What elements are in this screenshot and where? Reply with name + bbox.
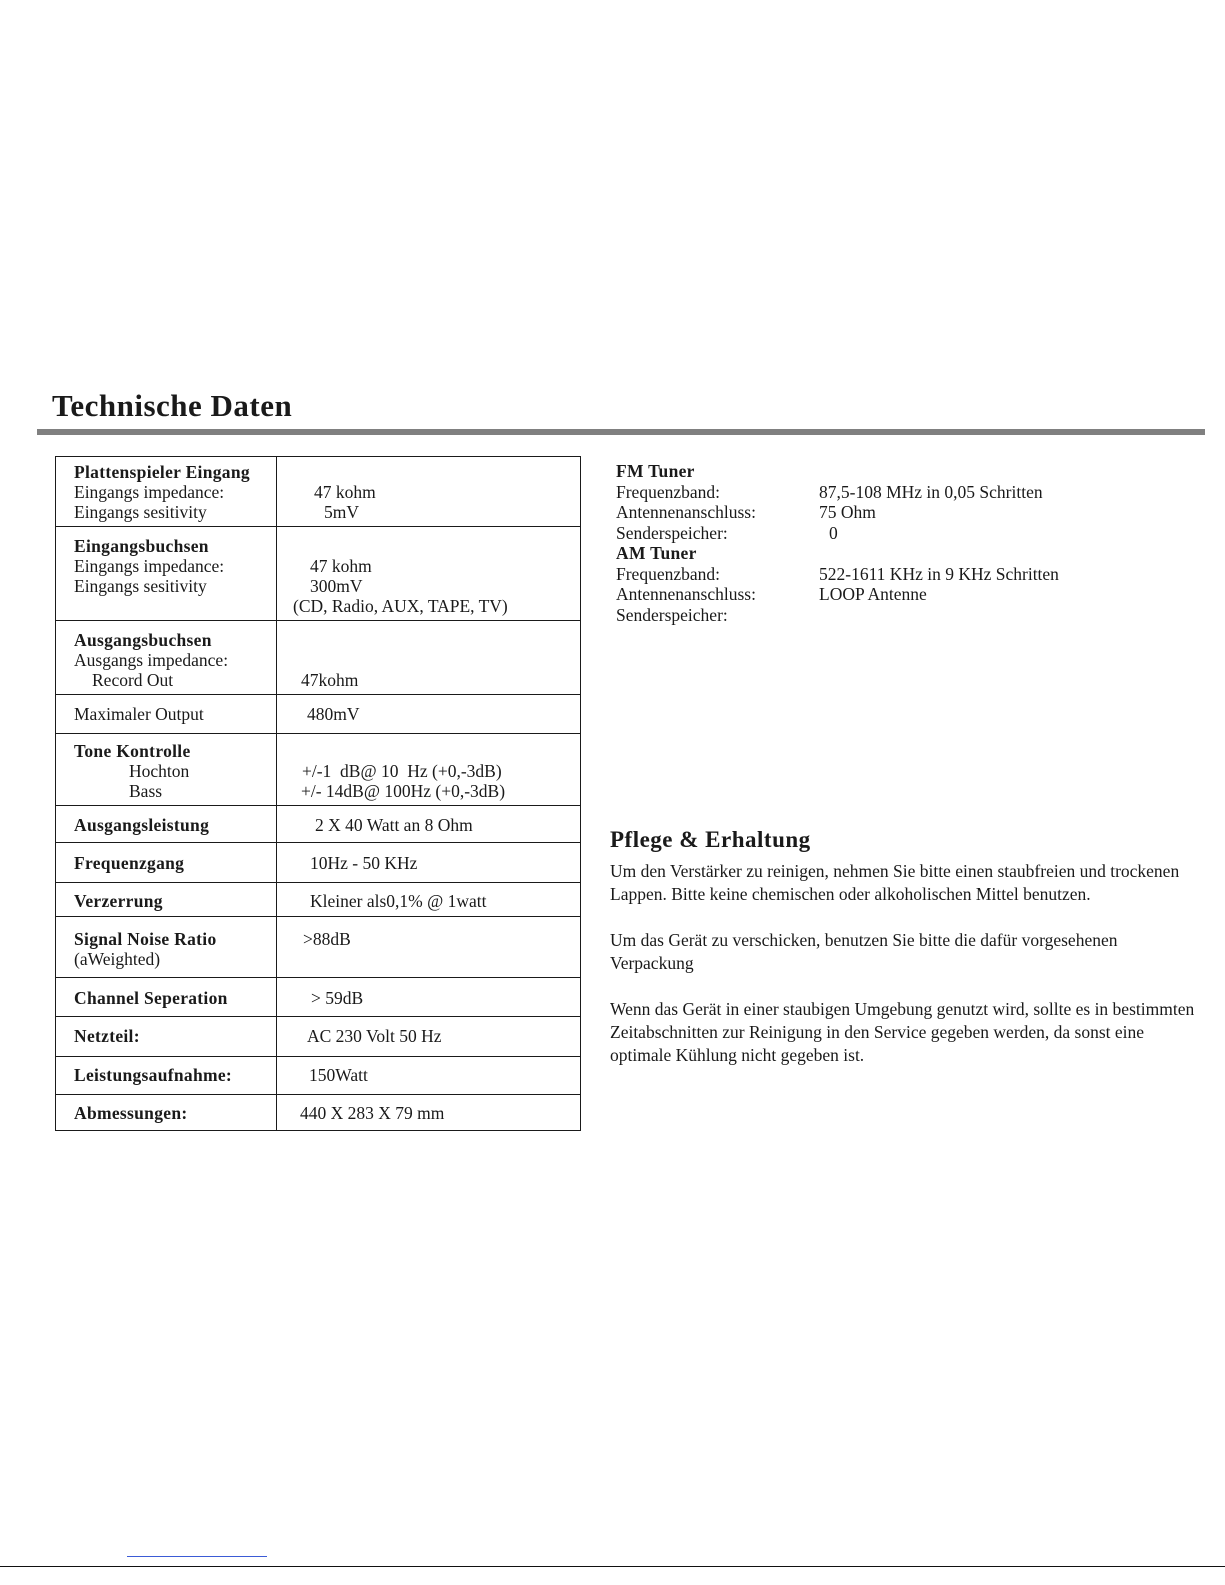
footer-link-underline — [127, 1556, 267, 1557]
row-label: Ausgangs impedance: — [74, 650, 229, 670]
tuner-label: Frequenzband: — [616, 481, 720, 502]
row-value: +/- 14dB@ 100Hz (+0,-3dB) — [301, 781, 506, 801]
row-label: Netzteil: — [56, 1017, 277, 1057]
table-row — [56, 734, 581, 806]
row-value: (CD, Radio, AUX, TAPE, TV) — [293, 596, 508, 616]
care-paragraph: Um das Gerät zu verschicken, benutzen Sie bitte die dafür vorgesehenen Verpackung — [610, 930, 1118, 973]
table-row — [56, 843, 581, 883]
table-row — [56, 978, 581, 1017]
table-row — [56, 621, 581, 695]
row-label: Record Out — [92, 670, 174, 690]
tuner-value: 75 Ohm — [819, 502, 876, 522]
tuner-label: Senderspeicher: — [616, 522, 728, 543]
tuner-value: 522-1611 KHz in 9 KHz Schritten — [819, 563, 1059, 584]
row-label: Hochton — [129, 761, 190, 781]
row-value: +/-1 dB@ 10 Hz (+0,-3dB) — [302, 761, 502, 781]
tuner-label: Senderspeicher: — [616, 604, 728, 625]
page-edge-line — [0, 1566, 1225, 1567]
row-value: > 59dB — [277, 978, 581, 1017]
row-value: >88dB — [277, 917, 581, 978]
row-label: Bass — [129, 781, 163, 801]
tuner-label: Frequenzband: — [616, 563, 720, 584]
spec-table — [55, 456, 581, 1131]
list-item — [616, 523, 1059, 544]
tuner-label: Antennenanschluss: — [616, 584, 756, 604]
row-value: 150Watt — [277, 1057, 581, 1095]
row-value: 47kohm — [301, 670, 359, 690]
tuner-value: 0 — [829, 522, 838, 543]
row-heading: Tone Kontrolle — [74, 741, 191, 761]
list-item — [616, 605, 1059, 626]
row-heading: Ausgangsbuchsen — [74, 630, 212, 650]
row-value: Kleiner als0,1% @ 1watt — [277, 883, 581, 917]
care-paragraph: Wenn das Gerät in einer staubigen Umgebung genutzt wird, sollte es in bestimmten Zeitabschnitten zur Reinigung in den Service gegeben werden, da sonst eine optimale Kühlung nicht gegeben ist. — [610, 999, 1195, 1065]
row-label: Verzerrung — [56, 883, 277, 917]
row-label: Eingangs impedance: — [74, 556, 225, 576]
row-label: Signal Noise Ratio — [74, 929, 217, 949]
am-heading: AM Tuner — [616, 543, 697, 563]
page-title: Technische Daten — [52, 388, 293, 423]
row-label — [74, 596, 270, 616]
table-row — [56, 1057, 581, 1095]
row-label: Ausgangsleistung — [56, 806, 277, 843]
row-value: 440 X 283 X 79 mm — [277, 1095, 581, 1131]
table-row — [56, 457, 581, 527]
table-row — [56, 917, 581, 978]
table-row — [56, 695, 581, 734]
row-heading: Plattenspieler Eingang — [74, 462, 250, 482]
row-label: Maximaler Output — [56, 695, 277, 734]
row-heading: Eingangsbuchsen — [74, 536, 209, 556]
row-value: 5mV — [324, 502, 359, 522]
list-item — [616, 584, 1059, 605]
row-label: Frequenzgang — [56, 843, 277, 883]
table-row — [56, 883, 581, 917]
tuner-value: LOOP Antenne — [819, 584, 927, 604]
tuner-label: Antennenanschluss: — [616, 502, 756, 522]
row-value: 480mV — [277, 695, 581, 734]
list-item — [616, 502, 1059, 523]
list-item — [616, 482, 1059, 503]
row-value: 2 X 40 Watt an 8 Ohm — [277, 806, 581, 843]
row-value: AC 230 Volt 50 Hz — [277, 1017, 581, 1057]
row-label: Eingangs sesitivity — [74, 576, 207, 596]
table-row — [56, 1095, 581, 1131]
table-row — [56, 806, 581, 843]
fm-heading: FM Tuner — [616, 461, 695, 481]
table-row — [56, 1017, 581, 1057]
row-label: Leistungsaufnahme: — [56, 1057, 277, 1095]
row-value: 47 kohm — [314, 482, 376, 502]
list-item — [616, 564, 1059, 585]
title-divider — [37, 429, 1205, 435]
tuner-specs — [616, 461, 1059, 625]
row-value: 47 kohm — [310, 556, 372, 576]
row-label: Eingangs impedance: — [74, 482, 225, 502]
row-value: 10Hz - 50 KHz — [277, 843, 581, 883]
care-paragraph: Um den Verstärker zu reinigen, nehmen Sie bitte einen staubfreien und trockenen Lappen. Bitte keine chemischen oder alkoholischen Mittel benutzen. — [610, 861, 1180, 904]
row-label: Eingangs sesitivity — [74, 502, 207, 522]
care-section — [610, 826, 1200, 1090]
row-label: Abmessungen: — [56, 1095, 277, 1131]
care-heading: Pflege & Erhaltung — [610, 827, 811, 852]
row-label: Channel Seperation — [56, 978, 277, 1017]
table-row — [56, 527, 581, 621]
row-sublabel: (aWeighted) — [74, 949, 161, 969]
row-value: 300mV — [310, 576, 363, 596]
tuner-value: 87,5-108 MHz in 0,05 Schritten — [819, 481, 1043, 502]
